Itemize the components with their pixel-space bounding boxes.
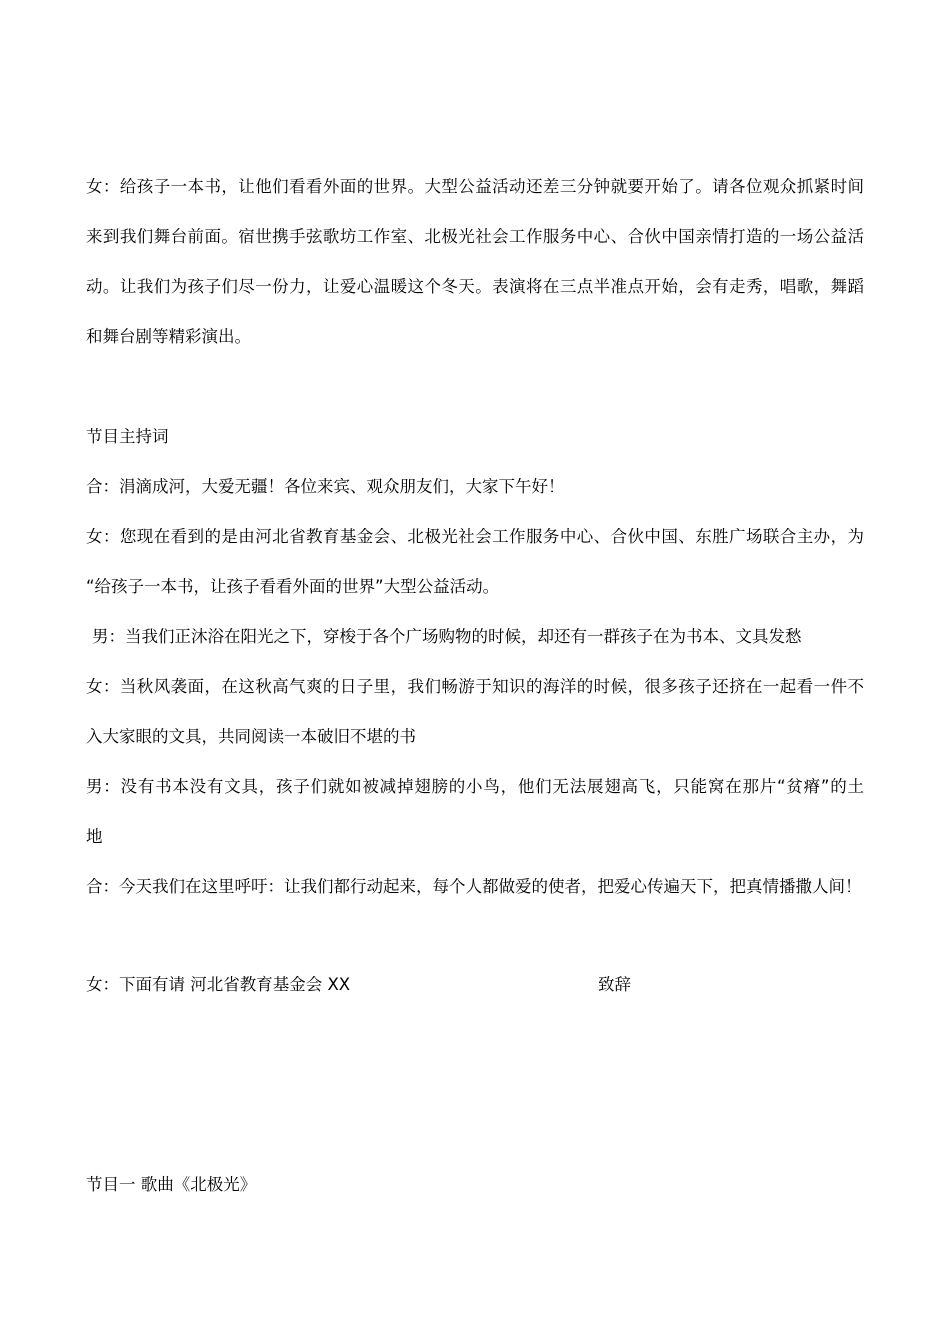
script-nan-2-line-2: 地: [86, 827, 103, 846]
intro-line-2: 来到我们舞台前面。宿世携手弦歌坊工作室、北极光社会工作服务中心、合伙中国亲情打造的一场公益活: [86, 227, 864, 246]
script-nv-2-line-2: 入大家眼的文具，共同阅读一本破旧不堪的书: [86, 727, 416, 746]
section-title: 节目主持词: [86, 427, 169, 446]
intro-line-4: 和舞台剧等精彩演出。: [86, 327, 251, 346]
script-he-2: 合：今天我们在这里呼吁：让我们都行动起来，每个人都做爱的使者，把爱心传遍天下，把真情播撒人间！: [86, 877, 862, 896]
script-nv-2-line-1: 女：当秋风袭面，在这秋高气爽的日子里，我们畅游于知识的海洋的时候，很多孩子还挤在一起看一件不: [86, 677, 864, 696]
script-he-1: 合：涓滴成河，大爱无疆！各位来宾、观众朋友们，大家下午好！: [86, 477, 565, 496]
intro-line-3: 动。让我们为孩子们尽一份力，让爱心温暖这个冬天。表演将在三点半准点开始，会有走秀，唱歌，舞蹈: [86, 277, 864, 296]
script-nan-1: 男：当我们正沐浴在阳光之下，穿梭于各个广场购物的时候，却还有一群孩子在为书本、文具发愁: [92, 627, 802, 646]
program-1-title: 节目一 歌曲《北极光》: [86, 1175, 257, 1194]
speech-action: 致辞: [598, 975, 631, 994]
intro-line-1: 女：给孩子一本书，让他们看看外面的世界。大型公益活动还差三分钟就要开始了。请各位观众抓紧时间: [86, 177, 864, 196]
script-nv-1-line-2: “给孩子一本书，让孩子看看外面的世界”大型公益活动。: [86, 577, 500, 596]
script-nv-1-line-1: 女：您现在看到的是由河北省教育基金会、北极光社会工作服务中心、合伙中国、东胜广场联合主办，为: [86, 527, 864, 546]
speech-invite: 女：下面有请 河北省教育基金会 XX: [86, 975, 351, 994]
script-nan-2-line-1: 男：没有书本没有文具，孩子们就如被减掉翅膀的小鸟，他们无法展翅高飞，只能窝在那片“贫瘠”的土: [86, 777, 864, 796]
